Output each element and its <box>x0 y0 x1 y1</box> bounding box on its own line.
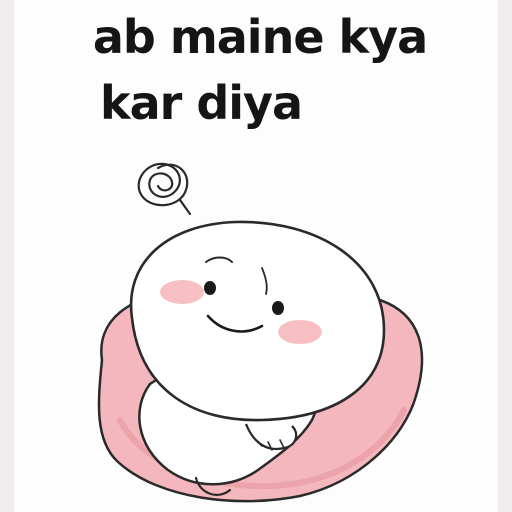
right-blush <box>278 320 322 344</box>
confused-scribble-icon <box>139 164 190 214</box>
left-blush <box>160 280 204 304</box>
caption-line-2: kar diya <box>100 76 303 130</box>
caption-line-1: ab maine kya <box>92 10 428 64</box>
left-eye <box>204 281 216 295</box>
right-eye <box>272 301 284 315</box>
